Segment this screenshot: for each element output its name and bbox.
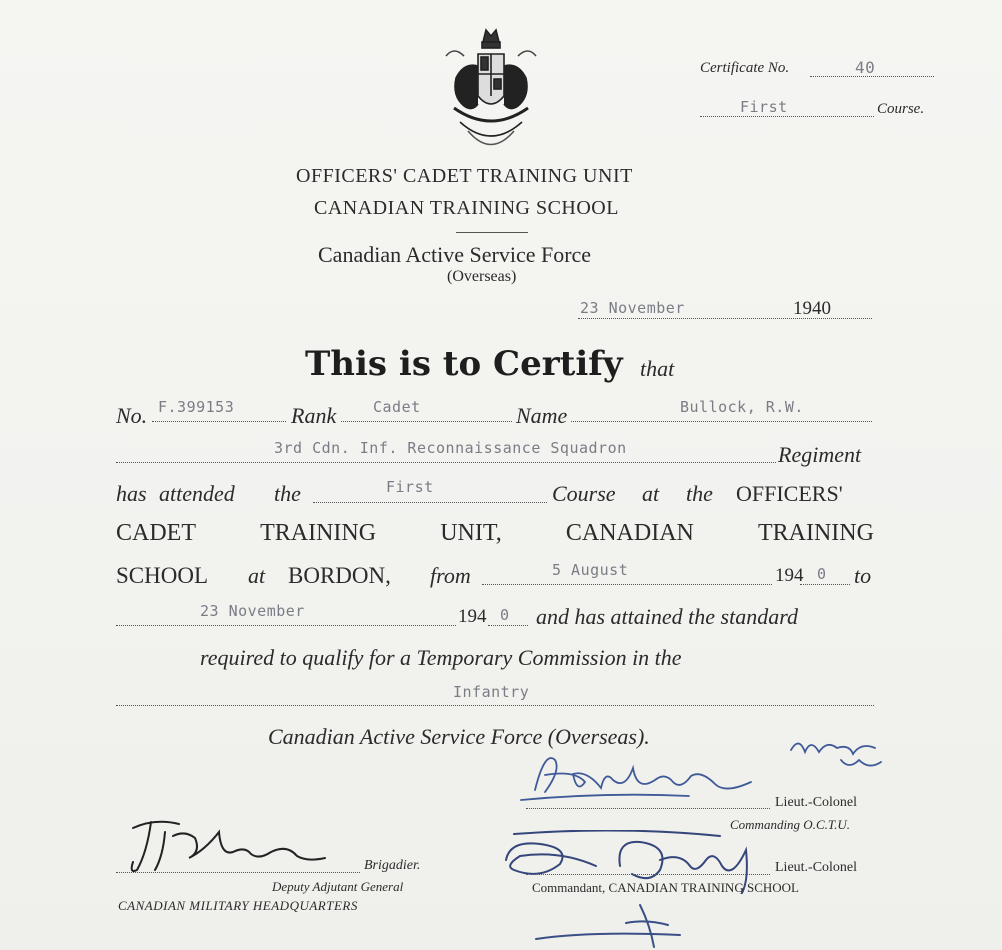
text-cadet: CADET [116,520,196,546]
text-qualify: required to qualify for a Temporary Commission in the [200,645,682,670]
arm-of-service-value: Infantry [453,683,530,701]
service-number: F.399153 [158,398,235,416]
to-date: 23 November [200,602,305,620]
sig2-title: Commandant, CANADIAN TRAINING SCHOOL [532,880,799,895]
to-year-digit: 0 [500,606,510,624]
sig3-org: CANADIAN MILITARY HEADQUARTERS [118,898,358,913]
cadet-name: Bullock, R.W. [680,398,804,416]
text-attained: and has attained the standard [536,604,798,629]
issue-date: 23 November [580,299,685,317]
text-at: at [642,481,660,506]
force-line: Canadian Active Service Force [318,242,592,267]
course-label: Course. [877,101,925,117]
text-canadian: CANADIAN [565,520,694,546]
royal-coat-of-arms-icon [438,26,544,164]
text-the-2: the [686,481,713,506]
from-year-digit: 0 [817,565,827,583]
header-unit: OFFICERS' CADET TRAINING UNIT [296,165,633,187]
text-the: the [274,481,301,506]
sig2-rank: Lieut.-Colonel [775,860,858,875]
text-training: TRAINING [260,520,377,546]
text-school: SCHOOL [116,563,209,588]
text-unit: UNIT, [440,520,502,546]
no-label: No. [116,403,148,428]
to-year-prefix: 194 [458,606,487,627]
course-number-value: First [740,98,788,116]
attended-course-value: First [386,478,434,496]
text-training-2: TRAINING [757,520,874,546]
from-date: 5 August [552,561,629,579]
sig1-title: Commanding O.C.T.U. [730,817,851,832]
cert-no-value: 40 [855,58,876,77]
from-year-prefix: 194 [775,565,804,586]
text-at-2: at [248,563,266,588]
rank-label: Rank [287,403,340,429]
text-to: to [854,563,872,588]
text-attended: attended [159,481,235,506]
certify-title: This is to Certify [305,344,623,384]
certify-that: that [640,356,675,381]
sig3-rank: Brigadier. [364,858,421,873]
cert-no-label: Certificate No. [700,60,790,76]
text-officers: OFFICERS' [736,481,843,506]
text-closing: Canadian Active Service Force (Overseas). [268,724,650,749]
text-from: from [430,563,471,588]
issue-year: 1940 [793,298,831,319]
rank-value: Cadet [373,398,421,416]
header-school: CANADIAN TRAINING SCHOOL [314,197,619,219]
text-course: Course [552,481,616,506]
overseas-label: (Overseas) [447,268,517,285]
regiment-value: 3rd Cdn. Inf. Reconnaissance Squadron [274,439,627,457]
regiment-label: Regiment [778,442,862,467]
sig1-rank: Lieut.-Colonel [775,795,858,810]
text-bordon: BORDON, [288,563,391,588]
header-rule [456,232,528,233]
text-has: has [116,481,147,506]
name-label: Name [512,403,571,429]
sig3-title: Deputy Adjutant General [272,879,404,894]
signature-stroke-bottom-icon [530,895,690,950]
